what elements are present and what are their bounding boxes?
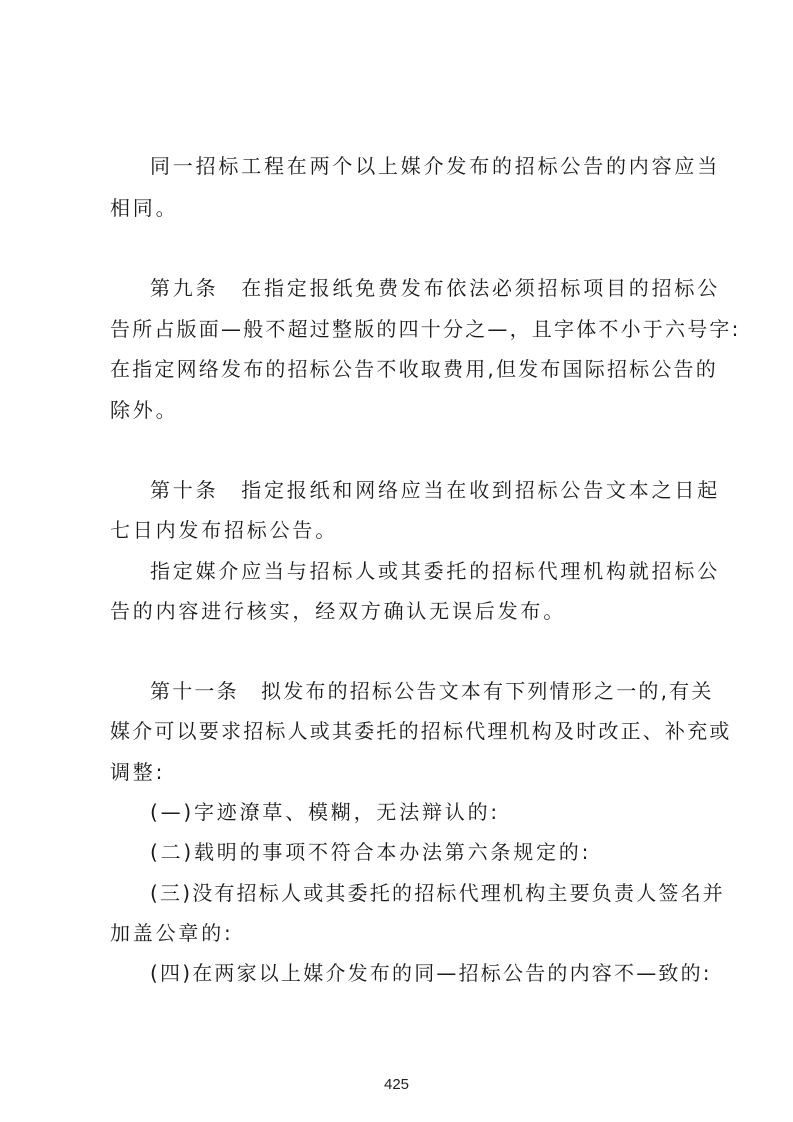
page-number: 425 <box>383 1076 410 1093</box>
list-item: (—)字迹潦草、模糊，无法辩认的: <box>150 800 500 824</box>
text-line: 告所占版面—般不超过整版的四十分之—，且字体不小于六号字: <box>110 317 741 341</box>
text-line: 告的内容进行核实，经双方确认无误后发布。 <box>110 599 566 623</box>
text-line: 七日内发布招标公告。 <box>110 518 338 542</box>
text-line: 指定媒介应当与招标人或其委托的招标代理机构就招标公 <box>150 559 720 583</box>
text-line: 在指定网络发布的招标公告不收取费用,但发布国际招标公告的 <box>110 357 718 381</box>
text-line: 加盖公章的: <box>110 921 234 945</box>
article-heading-line: 第十条 指定报纸和网络应当在收到招标公告文本之日起 <box>150 478 720 502</box>
text-line: 同一招标工程在两个以上媒介发布的招标公告的内容应当 <box>150 154 720 178</box>
list-item: (四)在两家以上媒介发布的同—招标公告的内容不—致的: <box>150 961 712 985</box>
text-line: 除外。 <box>110 398 179 422</box>
list-item: (二)载明的事项不符合本办法第六条规定的: <box>150 840 592 864</box>
text-line: 媒介可以要求招标人或其委托的招标代理机构及时改正、补充或 <box>110 719 732 743</box>
article-heading-line: 第九条 在指定报纸免费发布依法必须招标项目的招标公 <box>150 276 720 300</box>
text-line: 相同。 <box>110 196 179 220</box>
text-line: 调整: <box>110 760 166 784</box>
article-heading-line: 第十一条 拟发布的招标公告文本有下列情形之一的,有关 <box>150 679 714 703</box>
list-item: (三)没有招标人或其委托的招标代理机构主要负责人签名并 <box>150 881 726 905</box>
